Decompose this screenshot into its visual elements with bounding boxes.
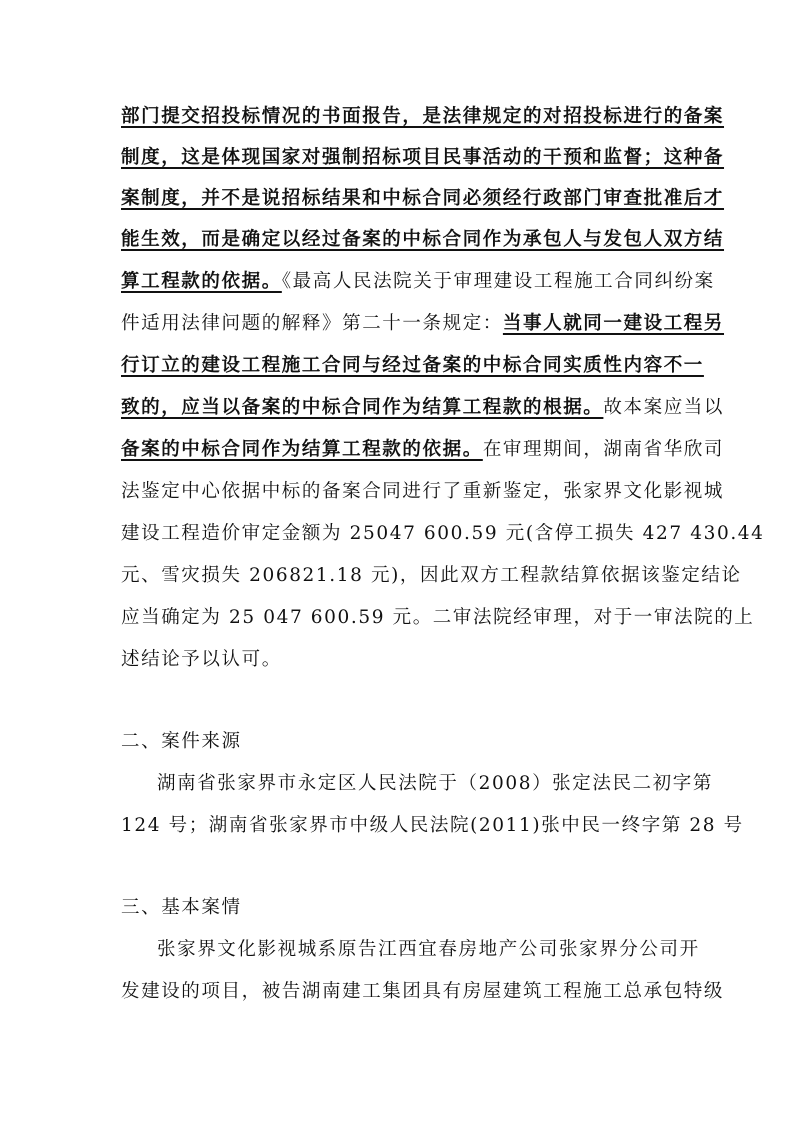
paragraph-line: 张家界文化影视城系原告江西宜春房地产公司张家界分公司开 [157,939,700,960]
paragraph-line: 湖南省张家界市永定区人民法院于（2008）张定法民二初字第 [157,773,713,794]
emphasized-text: 部门提交招投标情况的书面报告，是法律规定的对招投标进行的备案 [121,106,725,127]
paragraph-line [121,472,725,512]
emphasized-text: 案制度，并不是说招标结果和中标合同必须经行政部门审查批准后才 [121,188,725,209]
paragraph-line [121,304,725,344]
body-text: 述结论予以认可。 [121,649,282,670]
paragraph-line [121,97,725,137]
paragraph-line [121,388,725,428]
paragraph-line: 发建设的项目，被告湖南建工集团具有房屋建筑工程施工总承包特级 [121,981,725,1002]
body-text: 在审理期间，湖南省华欣司 [482,439,725,460]
emphasized-text: 当事人就同一建设工程另 [502,313,725,334]
paragraph-line [121,346,704,386]
paragraph-line [121,138,725,178]
body-text: 建设工程造价审定金额为 25047 600.59 元(含停工损失 427 430.44 [121,523,765,544]
section-heading: 二、案件来源 [121,731,242,752]
paragraph-line [121,262,715,302]
body-text: 件适用法律问题的解释》第二十一条规定： [121,313,503,334]
body-text: 法鉴定中心依据中标的备案合同进行了重新鉴定，张家界文化影视城 [121,481,725,502]
paragraph-line [121,640,681,680]
emphasized-text: 算工程款的依据。 [121,271,282,292]
body-text: 《最高人民法院关于审理建设工程施工合同纠纷案 [281,271,715,292]
emphasized-text: 行订立的建设工程施工合同与经过备案的中标合同实质性内容不一 [121,355,704,376]
paragraph-line [121,556,742,596]
body-text: 故本案应当以 [603,397,725,418]
paragraph-line [121,220,725,260]
body-text: 应当确定为 25 047 600.59 元。二审法院经审理，对于一审法院的上 [121,607,755,628]
emphasized-text: 致的，应当以备案的中标合同作为结算工程款的根据。 [121,397,604,418]
emphasized-text: 能生效，而是确定以经过备案的中标合同作为承包人与发包人双方结 [121,229,725,250]
paragraph-line [121,514,765,554]
emphasized-text: 备案的中标合同作为结算工程款的依据。 [121,439,483,460]
body-text: 元、雪灾损失 206821.18 元)，因此双方工程款结算依据该鉴定结论 [121,565,742,586]
section-heading: 三、基本案情 [121,897,242,918]
paragraph-line [121,598,755,638]
paragraph-line [121,430,725,470]
paragraph-line [121,179,725,219]
emphasized-text: 制度，这是体现国家对强制招标项目民事活动的干预和监督；这种备 [121,147,725,168]
paragraph-line: 124 号；湖南省张家界市中级人民法院(2011)张中民一终字第 28 号 [121,815,744,836]
